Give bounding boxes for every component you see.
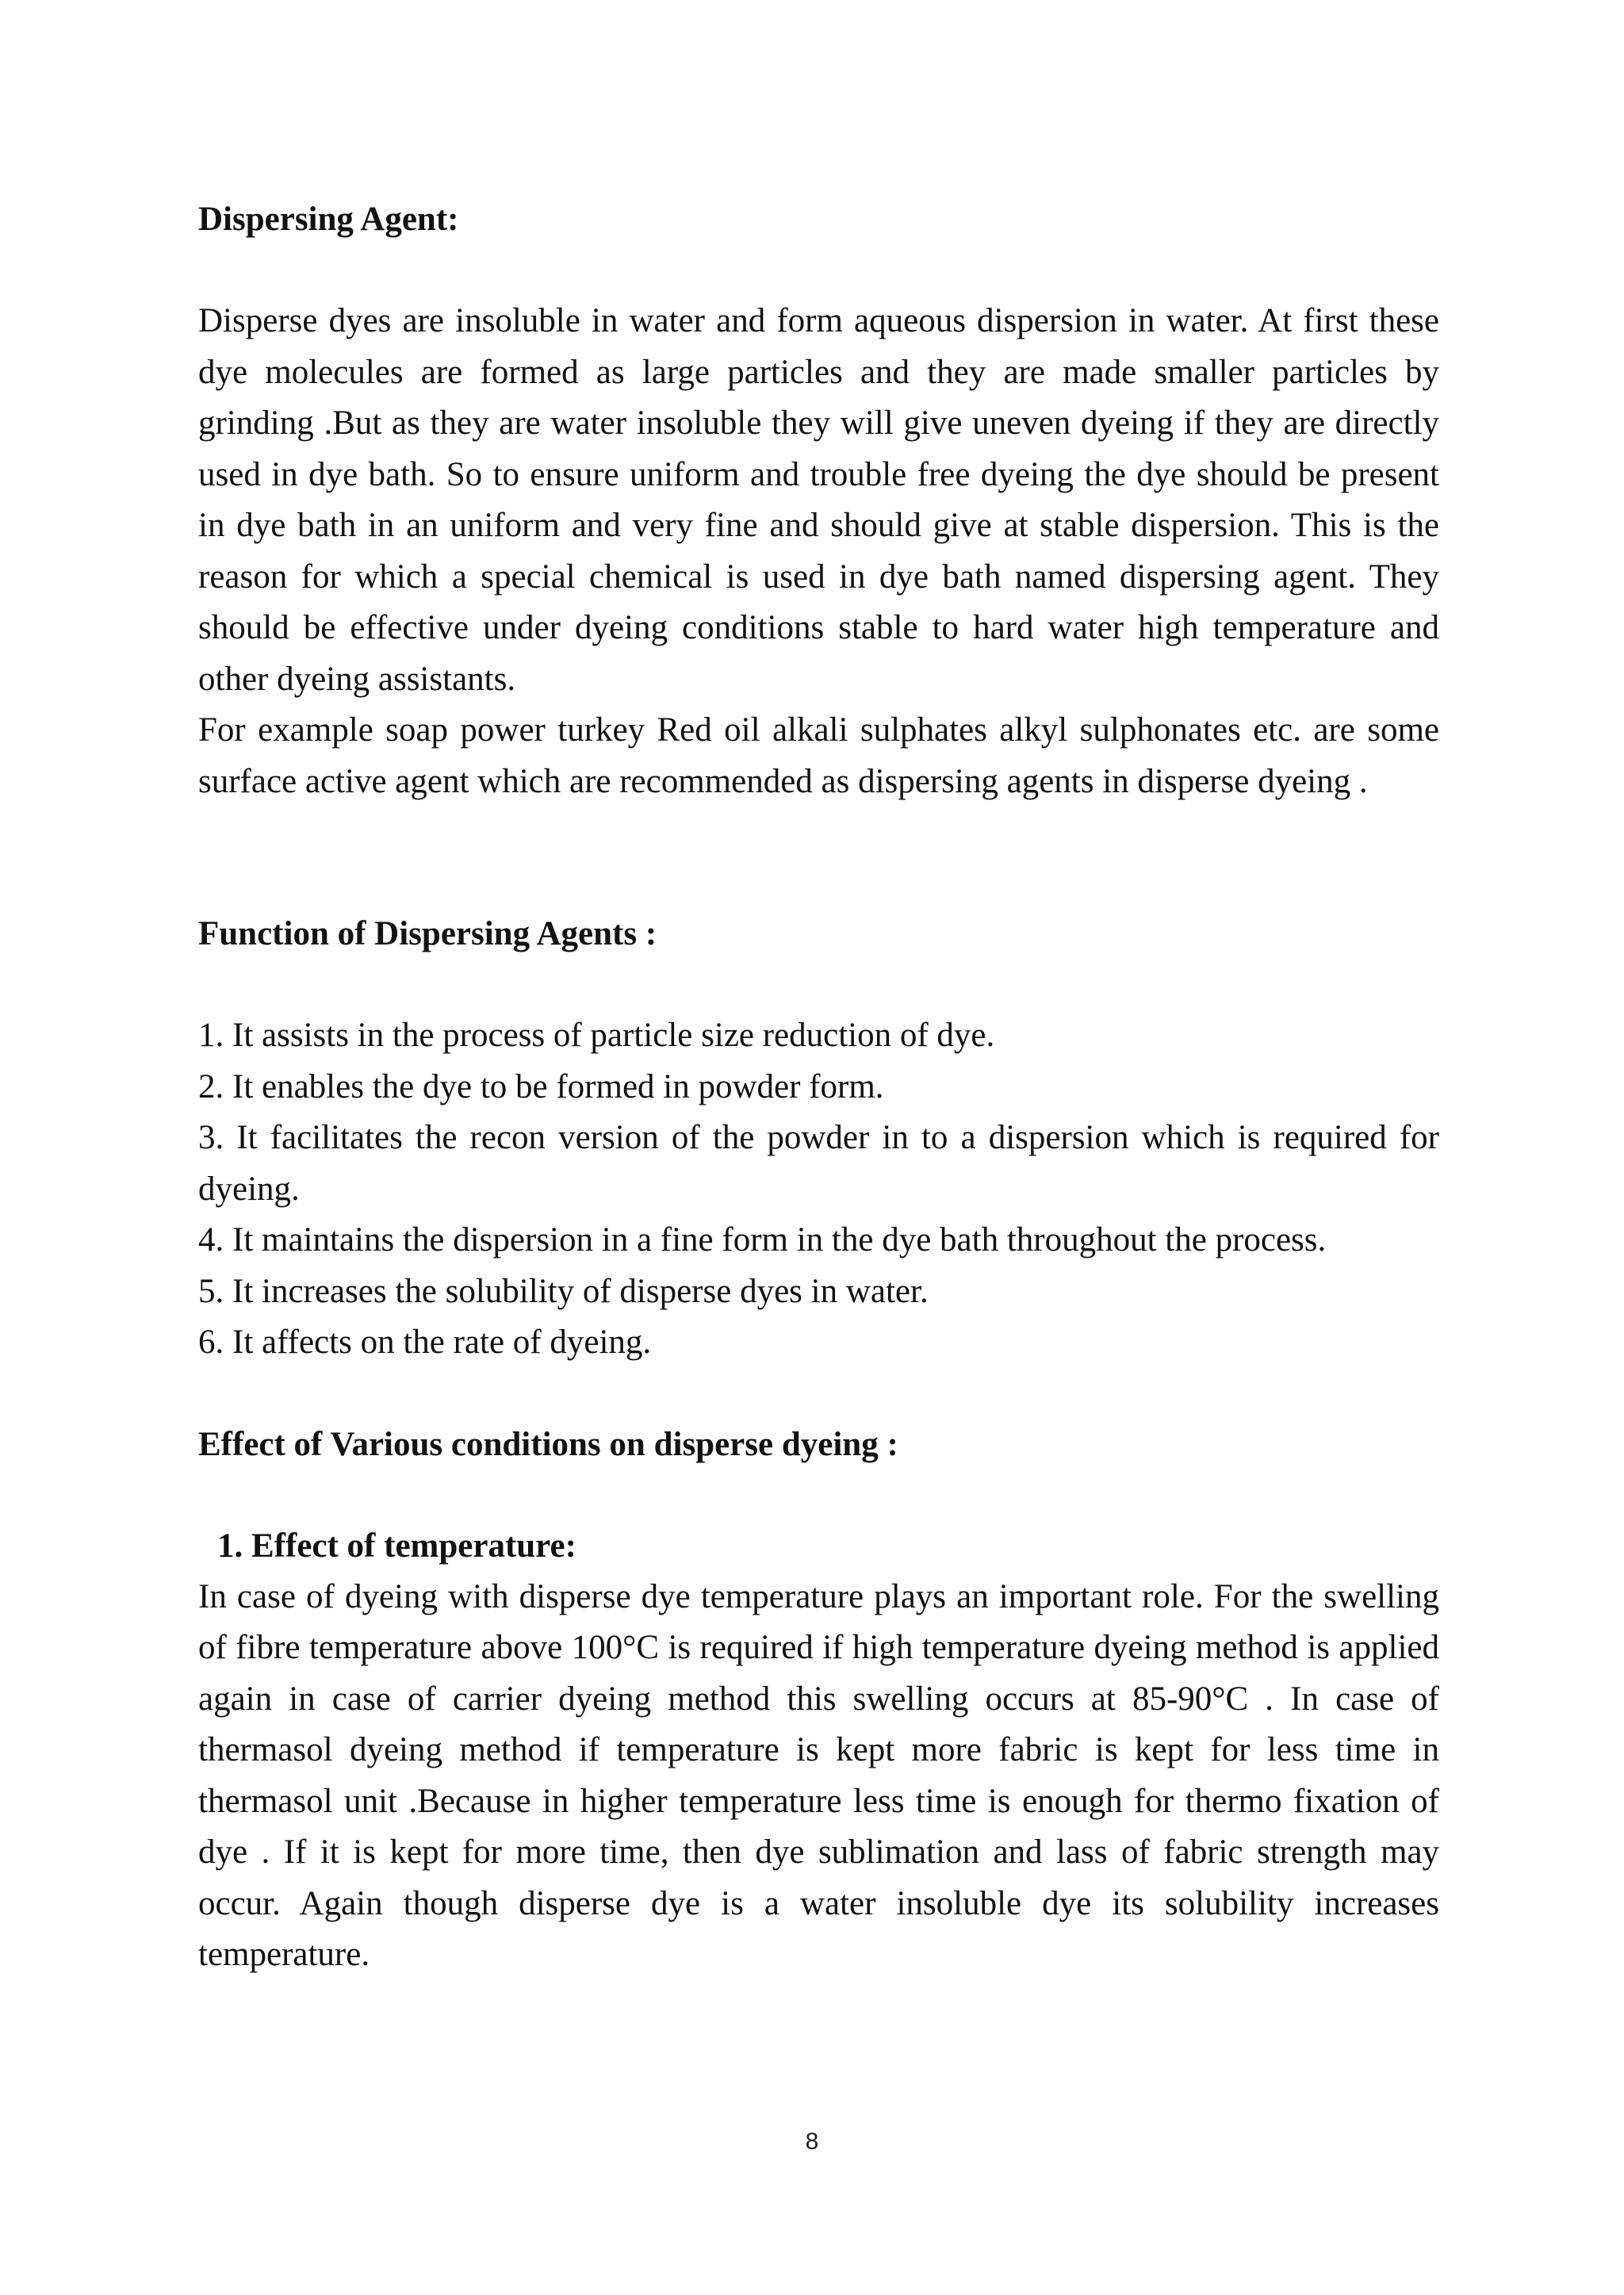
list-item: 1. It assists in the process of particle size reduction of dye. xyxy=(198,1017,995,1054)
paragraph-dispersing-agent-intro: Disperse dyes are insoluble in water and form aqueous dispersion in water. At first these dye molecules are formed as large particles and they are made smaller particles by grinding .But as they are water insoluble they will give uneven dyeing if they are directly used in dye bath. So to ensure uniform and trouble free dyeing the dye should be present in dye bath in an uniform and very fine and should give at stable dispersion. This is the reason for which a special chemical is used in dye bath named dispersing agent. They should be effective under dyeing conditions stable to hard water high temperature and other dyeing assistants. xyxy=(198,302,1439,698)
spacer xyxy=(198,1369,1439,1420)
section-heading-dispersing-agent: Dispersing Agent: xyxy=(198,201,459,238)
list-item: 2. It enables the dye to be formed in powder form. xyxy=(198,1067,884,1105)
spacer xyxy=(198,1470,1439,1521)
spacer xyxy=(198,807,1439,909)
list-item: 6. It affects on the rate of dyeing. xyxy=(198,1324,652,1361)
spacer xyxy=(198,245,1439,296)
paragraph-dispersing-agent-examples: For example soap power turkey Red oil alkali sulphates alkyl sulphonates etc. are some surface active agent which are recommended as dispersing agents in disperse dyeing . xyxy=(198,711,1439,800)
list-item: 5. It increases the solubility of disperse dyes in water. xyxy=(198,1272,929,1310)
subheading-effect-temperature: 1. Effect of temperature: xyxy=(217,1527,576,1565)
page-content xyxy=(198,194,1439,1981)
section-heading-effect-conditions: Effect of Various conditions on disperse dyeing : xyxy=(198,1425,898,1463)
page-number: 8 xyxy=(805,2128,819,2155)
section-heading-function: Function of Dispersing Agents : xyxy=(198,915,657,952)
list-item: 3. It facilitates the recon version of the powder in to a dispersion which is required for dyeing. xyxy=(198,1119,1439,1208)
spacer xyxy=(198,960,1439,1010)
paragraph-effect-temperature: In case of dyeing with disperse dye temperature plays an important role. For the swelling of fibre temperature above 100°C is required if high temperature dyeing method is applied again in case of carrier dyeing method this swelling occurs at 85-90°C . In case of thermasol dyeing method if temperature is kept more fabric is kept for less time in thermasol unit .Because in higher temperature less time is enough for thermo fixation of dye . If it is kept for more time, then dye sublimation and lass of fabric strength may occur. Again though disperse dye is a water insoluble dye its solubility increases temperature. xyxy=(198,1577,1439,1973)
list-item: 4. It maintains the dispersion in a fine form in the dye bath throughout the process. xyxy=(198,1221,1327,1259)
